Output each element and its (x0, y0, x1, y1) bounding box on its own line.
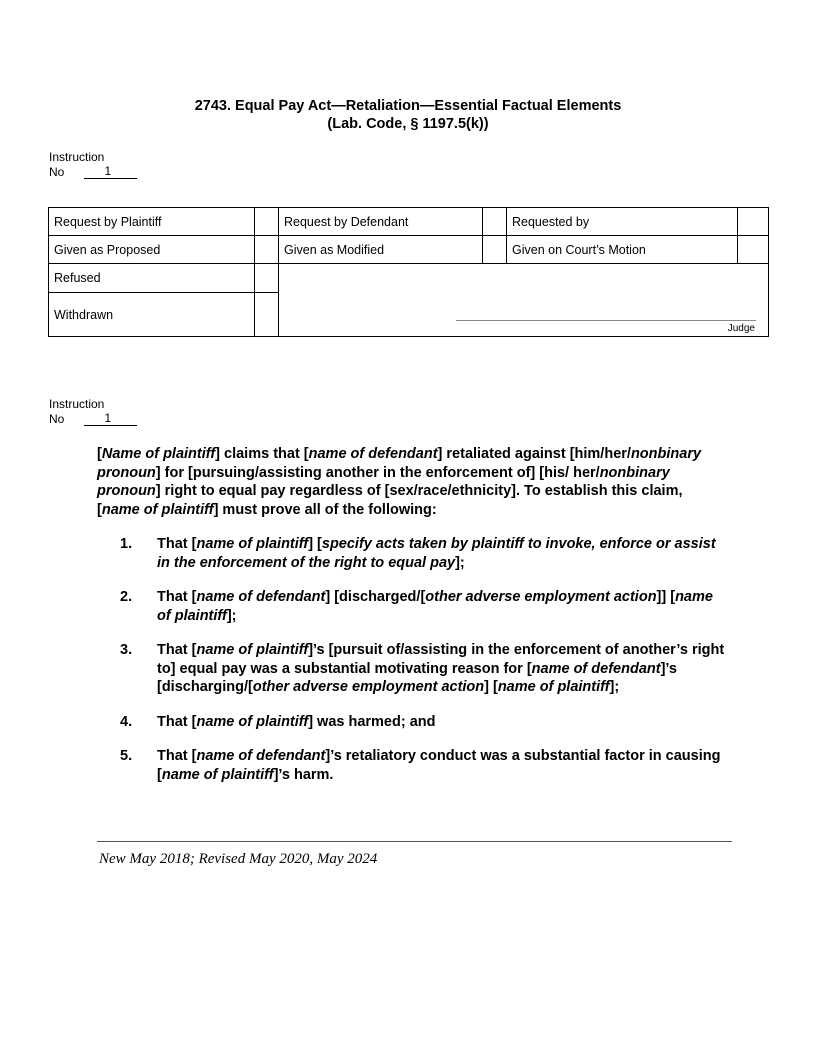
request-table (48, 207, 769, 337)
intro-paragraph (97, 445, 727, 519)
placeholder-text: nonbinary pronoun (97, 446, 702, 481)
list-item (97, 713, 727, 732)
placeholder-text: name of plaintiff (101, 501, 214, 518)
text: ] [ (484, 679, 498, 695)
instruction-label: Instruction (49, 150, 105, 164)
text: ]] [ (656, 589, 676, 605)
text: ] [ (308, 536, 322, 552)
placeholder-text: other adverse employment action (425, 589, 657, 605)
text: ]’s harm. (273, 766, 334, 783)
list-number: 2. (120, 589, 133, 605)
footer-divider (97, 841, 732, 842)
given-as-modified-label: Given as Modified (279, 236, 483, 264)
list-number: 5. (120, 748, 133, 764)
no-label: No (49, 164, 65, 179)
placeholder-text: name of defendant (196, 589, 326, 605)
text: ] for [pursuing/assisting another in the enforcement of] [his/ her/ (155, 464, 600, 481)
text: ] must prove all of the following: (213, 501, 437, 518)
list-item (97, 641, 727, 697)
placeholder-text: other adverse employment action (252, 679, 485, 695)
placeholder-text: name of plaintiff (161, 766, 274, 783)
text: ]; (609, 679, 620, 695)
instruction-body (97, 445, 727, 800)
instruction-title (0, 97, 816, 133)
instruction-number-top (49, 150, 137, 179)
given-as-modified-checkbox[interactable] (483, 236, 507, 264)
text: ] [discharged/[ (325, 589, 426, 605)
request-by-defendant-label: Request by Defendant (279, 208, 483, 236)
placeholder-text: Name of plaintiff (101, 446, 216, 462)
text: That [ (157, 589, 197, 605)
list-item (97, 747, 727, 784)
placeholder-text: nonbinary pronoun (97, 464, 670, 499)
text: That [ (157, 713, 197, 730)
text: ] was harmed; and (308, 713, 436, 730)
placeholder-text: name of plaintiff (196, 536, 309, 552)
requested-by-checkbox[interactable] (738, 208, 769, 236)
list-number: 4. (120, 713, 133, 730)
refused-checkbox[interactable] (255, 264, 279, 293)
placeholder-text: name of defendant (308, 446, 438, 462)
request-by-plaintiff-label: Request by Plaintiff (49, 208, 255, 236)
placeholder-text: specify acts taken by plaintiff to invoke, enforce or assist in the enforcement of the right to equal pay (157, 536, 716, 571)
title-line-2: (Lab. Code, § 1197.5(k)) (327, 116, 489, 132)
text: That [ (157, 536, 197, 552)
refused-label: Refused (49, 264, 255, 293)
instruction-label: Instruction (49, 397, 105, 411)
list-number: 1. (120, 536, 133, 552)
list-number: 3. (120, 642, 133, 658)
judge-label: Judge (727, 323, 755, 334)
placeholder-text: name of plaintiff (196, 713, 309, 730)
text: ]; (226, 607, 237, 624)
given-on-courts-motion-checkbox[interactable] (738, 236, 769, 264)
instruction-number-value: 1 (84, 412, 137, 427)
text: That [ (157, 642, 197, 658)
withdrawn-checkbox[interactable] (255, 293, 279, 337)
placeholder-text: name of plaintiff (157, 589, 713, 624)
given-as-proposed-checkbox[interactable] (255, 236, 279, 264)
list-item (97, 588, 727, 625)
judge-signature-area (279, 264, 769, 337)
text: ]’s [pursuit of/assisting in the enforcement of another’s right to] equal pay was a substantial motivating reason for [ (157, 642, 725, 677)
text: ] right to equal pay regardless of [sex/race/ethnicity]. To establish this claim, [ (97, 483, 683, 518)
given-on-courts-motion-label: Given on Court’s Motion (507, 236, 738, 264)
requested-by-label: Requested by (507, 208, 738, 236)
judge-signature-line[interactable] (456, 320, 756, 321)
placeholder-text: name of plaintiff (196, 642, 309, 658)
placeholder-text: name of plaintiff (497, 679, 610, 695)
given-as-proposed-label: Given as Proposed (49, 236, 255, 264)
text: ] retaliated against [him/her/ (437, 446, 631, 462)
title-line-1: 2743. Equal Pay Act—Retaliation—Essential Factual Elements (194, 98, 622, 114)
text: [ (97, 446, 102, 462)
withdrawn-label: Withdrawn (49, 293, 255, 337)
text: ]; (455, 554, 465, 571)
placeholder-text: name of defendant (531, 660, 661, 677)
instruction-number-bottom (49, 397, 137, 426)
list-item (97, 535, 727, 572)
instruction-number-value: 1 (84, 165, 137, 180)
text: ] claims that [ (215, 446, 309, 462)
revision-history: New May 2018; Revised May 2020, May 2024 (99, 851, 378, 867)
no-label: No (49, 411, 65, 426)
request-by-plaintiff-checkbox[interactable] (255, 208, 279, 236)
text: ]’s retaliatory conduct was a substantial factor in causing [ (157, 748, 721, 783)
text: ]’s [discharging/[ (157, 660, 677, 695)
text: That [ (157, 748, 197, 764)
placeholder-text: name of defendant (196, 748, 326, 764)
request-by-defendant-checkbox[interactable] (483, 208, 507, 236)
elements-list (97, 535, 727, 784)
